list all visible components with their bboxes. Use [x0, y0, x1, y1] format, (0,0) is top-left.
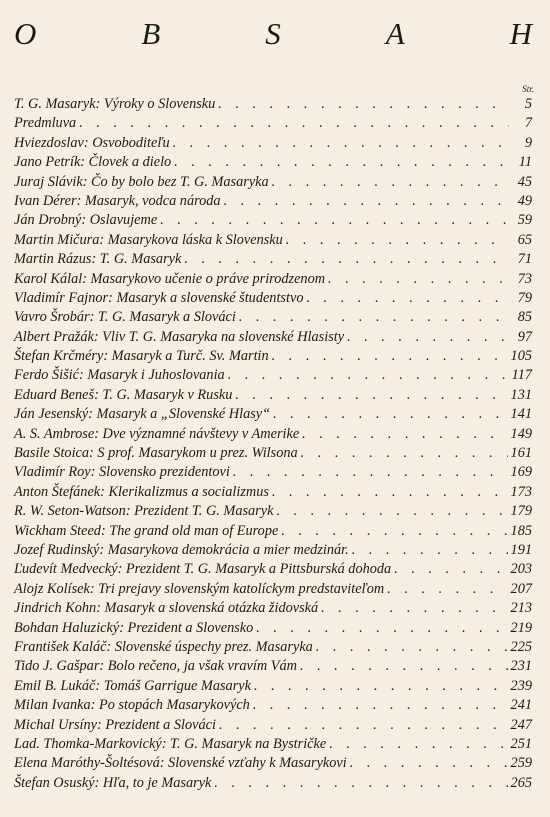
- toc-entry-title: Emil B. Lukáč: Tomáš Garrigue Masaryk: [14, 677, 251, 694]
- title-letter: B: [141, 16, 161, 51]
- toc-entry-page: 141: [510, 406, 532, 423]
- toc-entry-page: 207: [510, 580, 532, 597]
- toc-entry-title: Juraj Slávik: Čo by bolo bez T. G. Masaryka: [14, 173, 269, 190]
- toc-entry-page: 251: [510, 735, 532, 752]
- toc-entry-page: 105: [510, 348, 532, 365]
- toc-entry-title: A. S. Ambrose: Dve významné návštevy v Amerike: [14, 425, 300, 442]
- page-column-header: Str.: [522, 84, 534, 94]
- toc-entry: [14, 696, 532, 715]
- toc-entry-page: 247: [510, 716, 532, 733]
- toc-entry-title: Alojz Kolísek: Tri prejavy slovenským katolíckym predstaviteľom: [14, 580, 385, 597]
- toc-entry-title: Lad. Thomka-Markovický: T. G. Masaryk na Bystričke: [14, 735, 327, 752]
- dot-leader: [160, 211, 509, 230]
- title-letter: S: [265, 16, 281, 51]
- dot-leader: [350, 754, 508, 773]
- dot-leader: [219, 716, 508, 735]
- toc-entry-title: Ivan Dérer: Masaryk, vodca národa: [14, 192, 221, 209]
- toc-entry-title: Milan Ivanka: Po stopách Masarykových: [14, 697, 250, 714]
- toc-entry-title: Štefan Osuský: Hľa, to je Masaryk: [14, 774, 212, 791]
- toc-entry-page: 179: [510, 503, 532, 520]
- dot-leader: [272, 173, 509, 192]
- toc-entry: [14, 502, 532, 521]
- toc-entry: [14, 735, 532, 754]
- toc-entry-title: Ján Drobný: Oslavujeme: [14, 212, 158, 229]
- toc-entry-title: Ferdo Šišić: Masaryk i Juhoslovania: [14, 367, 225, 384]
- toc-entry-page: 117: [511, 367, 532, 384]
- toc-entry-page: 97: [517, 328, 532, 345]
- toc-entry-title: František Kaláč: Slovenské úspechy prez. Masaryka: [14, 638, 313, 655]
- dot-leader: [347, 328, 509, 347]
- toc-entry-title: Elena Maróthy-Šoltésová: Slovenské vzťahy k Masarykovi: [14, 755, 347, 772]
- dot-leader: [387, 580, 507, 599]
- toc-entry-page: 219: [510, 619, 532, 636]
- toc-entry-title: Ľudevít Medvecký: Prezident T. G. Masaryk a Pittsburská dohoda: [14, 561, 392, 578]
- toc-entry: [14, 231, 532, 250]
- dot-leader: [281, 522, 507, 541]
- toc-entry: [14, 463, 532, 482]
- toc-entry-page: 131: [510, 386, 532, 403]
- toc-entry: [14, 522, 532, 541]
- toc-entry: [14, 657, 532, 676]
- toc-entry: [14, 250, 532, 269]
- dot-leader: [174, 153, 509, 172]
- page-title: [14, 16, 532, 52]
- dot-leader: [235, 386, 507, 405]
- toc-entry: [14, 541, 532, 560]
- toc-entry: [14, 599, 532, 618]
- toc-entry-page: 65: [517, 231, 532, 248]
- toc-entry: [14, 483, 532, 502]
- toc-entry-page: 79: [517, 289, 532, 306]
- toc-entry-page: 7: [524, 115, 532, 132]
- dot-leader: [233, 463, 508, 482]
- toc-entry-page: 71: [517, 251, 532, 268]
- title-letter: H: [509, 16, 532, 51]
- toc-entry-page: 259: [510, 755, 532, 772]
- dot-leader: [286, 231, 509, 250]
- toc-entry-page: 265: [510, 774, 532, 791]
- dot-leader: [272, 483, 508, 502]
- dot-leader: [273, 405, 507, 424]
- dot-leader: [239, 308, 509, 327]
- toc-entry-title: Ján Jesenský: Masaryk a „Slovenské Hlasy“: [14, 406, 271, 423]
- toc-entry: [14, 386, 532, 405]
- dot-leader: [306, 289, 509, 308]
- dot-leader: [316, 638, 508, 657]
- toc-entry: [14, 754, 532, 773]
- toc-entry: [14, 405, 532, 424]
- toc-entry: [14, 114, 532, 133]
- toc-entry-title: Vavro Šrobár: T. G. Masaryk a Slováci: [14, 309, 236, 326]
- dot-leader: [79, 114, 509, 133]
- toc-entry: [14, 134, 532, 153]
- toc-entry-title: Predmluva: [14, 115, 77, 132]
- toc-entry-title: T. G. Masaryk: Výroky o Slovensku: [14, 96, 216, 112]
- toc-entry-page: 45: [517, 173, 532, 190]
- toc-entry-title: Martin Mičura: Masarykova láska k Slovensku: [14, 231, 283, 248]
- toc-entry-title: Anton Štefánek: Klerikalizmus a socializmus: [14, 483, 269, 500]
- dot-leader: [301, 444, 508, 463]
- dot-leader: [276, 502, 507, 521]
- dot-leader: [300, 657, 508, 676]
- toc-entry-page: 161: [510, 445, 532, 462]
- toc-entry-page: 169: [510, 464, 532, 481]
- toc-entry-page: 73: [517, 270, 532, 287]
- dot-leader: [321, 599, 507, 618]
- toc-entry: [14, 580, 532, 599]
- toc-entry-page: 231: [510, 658, 532, 675]
- toc-entry-title: Jozef Rudinský: Masarykova demokrácia a mier medzinár.: [14, 541, 349, 558]
- dot-leader: [328, 270, 509, 289]
- toc-entry-page: 241: [510, 697, 532, 714]
- dot-leader: [218, 95, 509, 114]
- dot-leader: [184, 250, 509, 269]
- toc-entry: [14, 289, 532, 308]
- table-of-contents: [14, 95, 532, 793]
- toc-entry-page: 49: [517, 192, 532, 209]
- toc-entry-page: 9: [524, 134, 532, 151]
- toc-entry: [14, 95, 532, 114]
- toc-entry: [14, 366, 532, 385]
- toc-entry: [14, 270, 532, 289]
- dot-leader: [214, 774, 507, 793]
- dot-leader: [302, 425, 507, 444]
- toc-entry-title: R. W. Seton-Watson: Prezident T. G. Masaryk: [14, 503, 274, 520]
- toc-entry: [14, 444, 532, 463]
- toc-entry-page: 225: [510, 638, 532, 655]
- dot-leader: [253, 696, 508, 715]
- toc-entry-page: 5: [524, 96, 532, 112]
- dot-leader: [228, 366, 509, 385]
- dot-leader: [224, 192, 509, 211]
- toc-entry-title: Karol Kálal: Masarykovo učenie o práve prirodzenom: [14, 270, 326, 287]
- toc-entry-title: Tido J. Gašpar: Bolo rečeno, ja však vravím Vám: [14, 658, 297, 675]
- toc-entry: [14, 211, 532, 230]
- dot-leader: [256, 619, 507, 638]
- toc-entry-page: 203: [510, 561, 532, 578]
- toc-entry: [14, 347, 532, 366]
- toc-entry-page: 191: [510, 541, 532, 558]
- toc-entry: [14, 677, 532, 696]
- toc-entry-page: 239: [510, 677, 532, 694]
- toc-entry-title: Wickham Steed: The grand old man of Europe: [14, 522, 279, 539]
- toc-entry-title: Eduard Beneš: T. G. Masaryk v Rusku: [14, 386, 233, 403]
- toc-entry: [14, 328, 532, 347]
- toc-entry-title: Albert Pražák: Vliv T. G. Masaryka na slovenské Hlasisty: [14, 328, 345, 345]
- toc-entry-title: Hviezdoslav: Osvoboditeľu: [14, 134, 170, 151]
- dot-leader: [394, 560, 507, 579]
- toc-entry-page: 173: [510, 483, 532, 500]
- toc-entry-title: Vladimír Roy: Slovensko prezidentovi: [14, 464, 230, 481]
- dot-leader: [329, 735, 507, 754]
- dot-leader: [352, 541, 508, 560]
- toc-entry: [14, 619, 532, 638]
- toc-entry-title: Bohdan Haluzický: Prezident a Slovensko: [14, 619, 254, 636]
- toc-entry-title: Martin Rázus: T. G. Masaryk: [14, 251, 182, 268]
- toc-entry: [14, 153, 532, 172]
- dot-leader: [173, 134, 509, 153]
- title-letter: A: [385, 16, 405, 51]
- toc-entry-page: 185: [510, 522, 532, 539]
- toc-entry-title: Basile Stoica: S prof. Masarykom u prez. Wilsona: [14, 445, 298, 462]
- toc-entry: [14, 425, 532, 444]
- toc-entry-page: 213: [510, 600, 532, 617]
- toc-entry-title: Jindrich Kohn: Masaryk a slovenská otázka židovská: [14, 600, 319, 617]
- dot-leader: [272, 347, 508, 366]
- toc-entry-title: Vladimír Fajnor: Masaryk a slovenské študentstvo: [14, 289, 304, 306]
- toc-entry-title: Jano Petrík: Človek a dielo: [14, 154, 172, 171]
- toc-entry: [14, 308, 532, 327]
- toc-entry-page: 59: [517, 212, 532, 229]
- title-letter: O: [14, 16, 37, 51]
- toc-entry-page: 149: [510, 425, 532, 442]
- toc-entry-page: 85: [517, 309, 532, 326]
- toc-entry-title: Michal Ursíny: Prezident a Slováci: [14, 716, 216, 733]
- toc-entry: [14, 638, 532, 657]
- toc-entry: [14, 192, 532, 211]
- toc-entry: [14, 774, 532, 793]
- toc-entry: [14, 560, 532, 579]
- toc-entry-title: Štefan Krčméry: Masaryk a Turč. Sv. Martin: [14, 348, 269, 365]
- toc-entry-page: 11: [518, 154, 532, 171]
- toc-entry: [14, 716, 532, 735]
- dot-leader: [254, 677, 508, 696]
- toc-entry: [14, 173, 532, 192]
